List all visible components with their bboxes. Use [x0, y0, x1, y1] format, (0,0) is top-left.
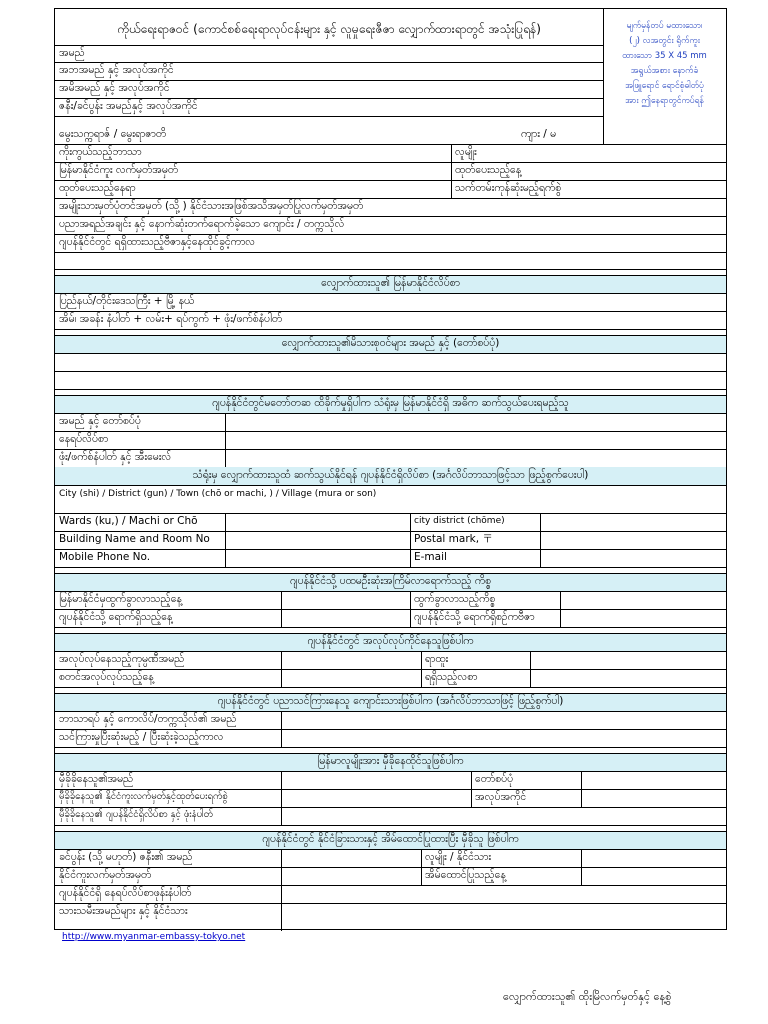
section-sponsor: မြန်မာလူမျိုးအား မှီခိုနေထိုင်သူဖြစ်ပါက: [55, 753, 726, 771]
label-position: ရာထူး: [425, 653, 449, 665]
section-first-arrival: ဂျပန်နိုင်ငံသို့ ပထမဦးဆုံးအကြိမ်လာရောက်သည့် ကိစ္စ: [55, 573, 726, 591]
label-arrival-visa: ဂျပန်နိုင်ငံသို့ ရောက်ရှိစဉ်ကဗီဇာ: [414, 611, 535, 623]
label-sponsor-relation: တော်စပ်ပုံ: [475, 773, 514, 785]
label-sponsor-name: မှီခိုခိုနေသူ၏အမည်: [59, 773, 134, 785]
label-mobile: Mobile Phone No.: [59, 551, 151, 563]
label-left-myanmar: မြန်မာနိုင်ငံမှထွက်ခွာလာသည့်နေ့: [59, 593, 182, 605]
label-id-no: အမျိုးသားမှတ်ပုံတင်အမှတ် (သို့ ) နိုင်ငံသားအဖြစ်အသိအမှတ်ပြုလက်မှတ်အမှတ်: [59, 200, 364, 212]
section-family: လျှောက်ထားသူ၏မိသားစုဝင်များ အမည် နှင့် (တော်စပ်ပုံ): [55, 335, 726, 353]
label-building: Building Name and Room No: [59, 533, 210, 545]
label-education: ပညာအရည်အချင်း နှင့် နောက်ဆုံးတက်ရောက်ခဲ့သော ကျောင်း / တက္ကသိုလ်: [59, 218, 345, 230]
label-married-date: အိမ်ထောင်ပြုသည့်နေ့: [425, 869, 506, 881]
label-married-children: သားသမီးအမည်များ နှင့် နိုင်ငံသား: [59, 905, 188, 917]
label-sponsor-address: မှီခိုခိုနေသူ၏ ဂျပန်နိုင်ငံရှိလိပ်စာ နှင့် ဖုံးနံပါတ်: [59, 809, 213, 820]
label-city: City (shi) / District (gun) / Town (chō or machi, ) / Village (mura or son): [59, 489, 377, 499]
application-form: [54, 8, 727, 930]
label-married-race: လူမျိုး / နိုင်ငံသား: [425, 851, 492, 863]
label-arrived-japan: ဂျပန်နိုင်ငံသို့ ရောက်ရှိသည့်နေ့: [59, 611, 173, 623]
label-japan-visa: ဂျပန်နိုင်ငံတွင် ရရှိထားသည့်ဗီဇာနှင့်နေထိုင်ခွင့်ကာလ: [59, 236, 256, 248]
section-emergency-contact: ဂျပန်နိုင်ငံတွင်မတော်တဆ ထိခိုက်မှုရှိပါက သံရုံးမှ မြန်မာနိုင်ငံရှိ အဓိက ဆက်သွယ်ပေးရမည့်သူ: [55, 395, 726, 413]
label-religion: ကိုးကွယ်သည့်ဘာသာ: [59, 146, 142, 158]
label-company: အလုပ်လုပ်နေသည့်ကုမ္ပဏီအမည်: [59, 653, 185, 665]
section-student: ဂျပန်နိုင်ငံတွင် ပညာသင်ကြားနေသူ ကျောင်းသားဖြစ်ပါက (အင်္ဂလိပ်ဘာသာဖြင့် ဖြည့်စွက်ပါ): [55, 693, 726, 711]
label-gender: ကျား / မ: [521, 128, 557, 140]
photo-note-line: (၂) လအတွင်း ရိုက်ကူး: [629, 36, 700, 46]
label-expiry: သက်တမ်းကုန်ဆုံးမည့်ရက်စွဲ: [455, 182, 562, 194]
label-married-passport: နိုင်ငံကူးလက်မှတ်အမှတ်: [59, 869, 152, 881]
label-spouse: ဇနီး/ခင်ပွန်း အမည်နှင့် အလုပ်အကိုင်: [59, 100, 198, 112]
label-married-address: ဂျပန်နိုင်ငံရှိ နေရပ်လိပ်စာဖုန်းနံပါတ်: [59, 887, 192, 899]
label-passport-no: မြန်မာနိုင်ငံကူး လက်မှတ်အမှတ်: [59, 164, 179, 176]
embassy-link[interactable]: http://www.myanmar-embassy-tokyo.net: [62, 932, 246, 942]
photo-note-line: ထားသော 35 X 45 mm: [622, 51, 707, 61]
label-father: အဘအမည် နှင့် အလုပ်အကိုင်: [59, 64, 174, 76]
label-dob-place: မွေးသက္ကရာဇ် / မွေးရာဇာတိ: [59, 128, 167, 140]
label-mother: အမိအမည် နှင့် အလုပ်အကိုင်: [59, 82, 170, 94]
photo-note-line: အဖြူရောင် ရောင်စုံဓါတ်ပုံ: [625, 81, 704, 91]
label-start-date: စတင်အလုပ်လုပ်သည့်နေ့: [59, 671, 154, 683]
label-salary: ရရှိသည့်လစာ: [425, 671, 478, 683]
label-race: လူမျိုး: [455, 146, 477, 158]
label-wards: Wards (ku,) / Machi or Chō: [59, 515, 198, 527]
photo-note-line: မျက်မှန်တပ် မထားသော၊: [626, 21, 703, 31]
label-city-district: city district (chōme): [414, 516, 505, 526]
label-contact-address: နေရပ်လိပ်စာ: [59, 433, 109, 445]
label-purpose: ထွက်ခွာလာသည့်ကိစ္စ: [414, 593, 496, 605]
photo-box: [603, 9, 726, 144]
section-married: ဂျပန်နိုင်ငံတွင် နိုင်ငံခြားသားနှင့် အိမ်ထောင်ပြုထားပြီး မှီခိုသူ ဖြစ်ပါက: [55, 831, 726, 849]
label-house-street: အိမ်၊ အခန်း နံပါတ် + လမ်း+ ရပ်ကွက် + ဖုံး/ဖက်စ်နံပါတ်: [59, 313, 283, 325]
label-state-township: ပြည်နယ်/တိုင်းဒေသကြီး + မြို့ နယ်: [59, 295, 195, 307]
label-issue-date: ထုတ်ပေးသည့်နေ့: [455, 164, 522, 176]
section-working: ဂျပန်နိုင်ငံတွင် အလုပ်လုပ်ကိုင်နေသူဖြစ်ပါက: [55, 633, 726, 651]
photo-note-line: အား ဤနေရာတွင်ကပ်ရန်: [625, 96, 704, 106]
section-myanmar-address: လျှောက်ထားသူ၏ မြန်မာနိုင်ငံလိပ်စာ: [55, 275, 726, 293]
label-sponsor-job: အလုပ်အကိုင်: [475, 791, 527, 803]
label-contact-phone: ဖုံး/ဖက်စ်နံပါတ် နှင့် အီးမေးလ်: [59, 451, 172, 463]
label-study-period: သင်ကြားမှုပြီးဆုံးမည့် / ပြီးဆုံးခဲ့သည့်ကာလ: [59, 731, 224, 743]
form-title: ကိုယ်ရေးရာဇဝင် (ကောင်စစ်ရေးရာလုပ်ငန်းများ နှင့် လူမှုရေးဇီဇာ လျှောက်ထားရာတွင် အသုံးပြုရန်): [117, 22, 541, 36]
label-issue-place: ထုတ်ပေးသည့်နေရာ: [59, 182, 136, 194]
section-japan-address: သံရုံးမှ လျှောက်ထားသူထံ ဆက်သွယ်နိုင်ရန် ဂျပန်နိုင်ငံရှိလိပ်စာ (အင်္ဂလိပ်ဘာသာဖြင့်သာ ဖြည့်စွက်ပေးပါ): [55, 467, 726, 485]
photo-note-line: အရွယ်အစား နောက်ခံ: [630, 66, 699, 76]
label-sponsor-passport: မှီခိုခိုနေသူ၏ နိုင်ငံကူးလက်မှတ်နှင့်ထုတ်ပေးရက်စွဲ: [59, 791, 228, 802]
label-contact-name: အမည် နှင့် တော်စပ်ပုံ: [59, 415, 141, 427]
label-married-spouse: ခင်ပွန်း (သို့ မဟုတ်) ဇနီး၏ အမည်: [59, 851, 193, 863]
label-school: ဘာသာရပ် နှင့် ကောလိပ်/တက္ကသိုလ်၏ အမည်: [59, 713, 237, 725]
signature-label: လျှောက်ထားသူ၏ ထိုးမြိလက်မှတ်နှင့် နေ့စွဲ: [503, 990, 672, 1003]
label-name: အမည်: [59, 47, 85, 59]
label-email: E-mail: [414, 551, 447, 563]
label-postal: Postal mark, 〒: [414, 533, 493, 545]
